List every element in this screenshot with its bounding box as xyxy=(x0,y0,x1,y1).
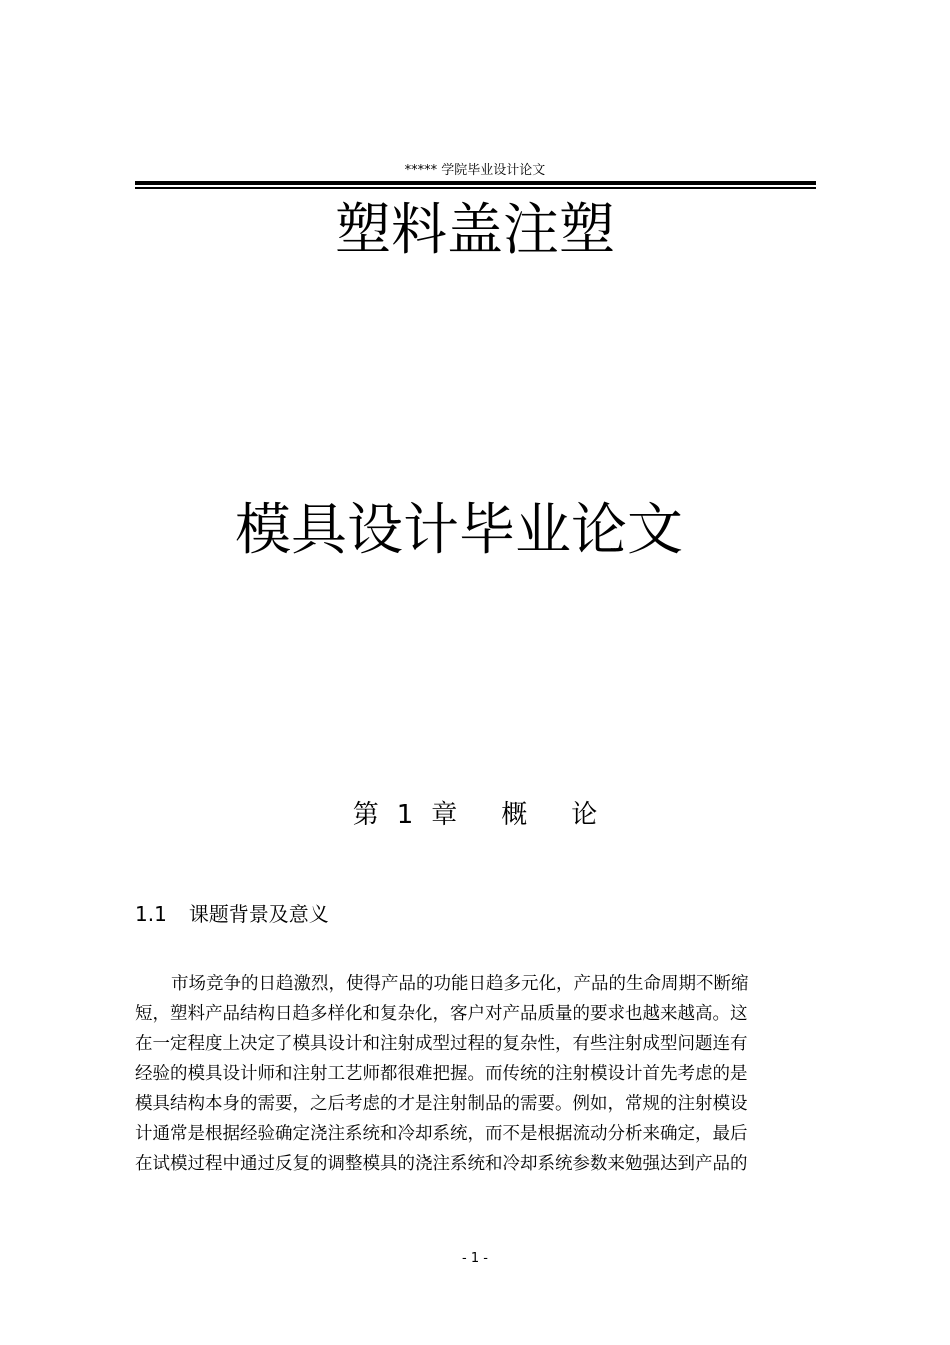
chapter-number: 1 xyxy=(396,800,414,830)
chapter-suffix: 章 xyxy=(431,800,458,830)
chapter-name-part-1: 概 xyxy=(501,800,528,830)
paragraph-line: 市场竞争的日趋激烈，使得产品的功能日趋多元化，产品的生命周期不断缩 xyxy=(171,974,749,994)
paragraph-line: 经验的模具设计师和注射工艺师都很难把握。而传统的注射模设计首先考虑的是 xyxy=(135,1064,748,1084)
page-number: - 1 - xyxy=(462,1251,488,1266)
section-title: 课题背景及意义 xyxy=(188,902,329,926)
header-rule-thick xyxy=(135,181,816,185)
paragraph-line: 在试模过程中通过反复的调整模具的浇注系统和冷却系统参数来勉强达到产品的 xyxy=(135,1154,748,1174)
paragraph-line: 模具结构本身的需要，之后考虑的才是注射制品的需要。例如，常规的注射模设 xyxy=(135,1094,748,1114)
chapter-name-part-2: 论 xyxy=(571,800,598,830)
paragraph-line: 计通常是根据经验确定浇注系统和冷却系统，而不是根据流动分析来确定，最后 xyxy=(135,1124,748,1144)
section-heading xyxy=(135,899,329,929)
chapter-heading xyxy=(0,797,950,833)
section-number: 1.1 xyxy=(135,902,167,926)
running-header: ***** 学院毕业设计论文 xyxy=(404,163,546,178)
chapter-prefix: 第 xyxy=(352,800,379,830)
document-title-line-2: 模具设计毕业论文 xyxy=(235,498,683,563)
paragraph-line: 在一定程度上决定了模具设计和注射成型过程的复杂性，有些注射成型问题连有 xyxy=(135,1034,748,1054)
body-paragraph xyxy=(135,969,765,1179)
document-title-line-1: 塑料盖注塑 xyxy=(335,198,615,263)
header-rule-thin xyxy=(135,187,816,189)
paragraph-line: 短，塑料产品结构日趋多样化和复杂化，客户对产品质量的要求也越来越高。这 xyxy=(135,1004,748,1024)
